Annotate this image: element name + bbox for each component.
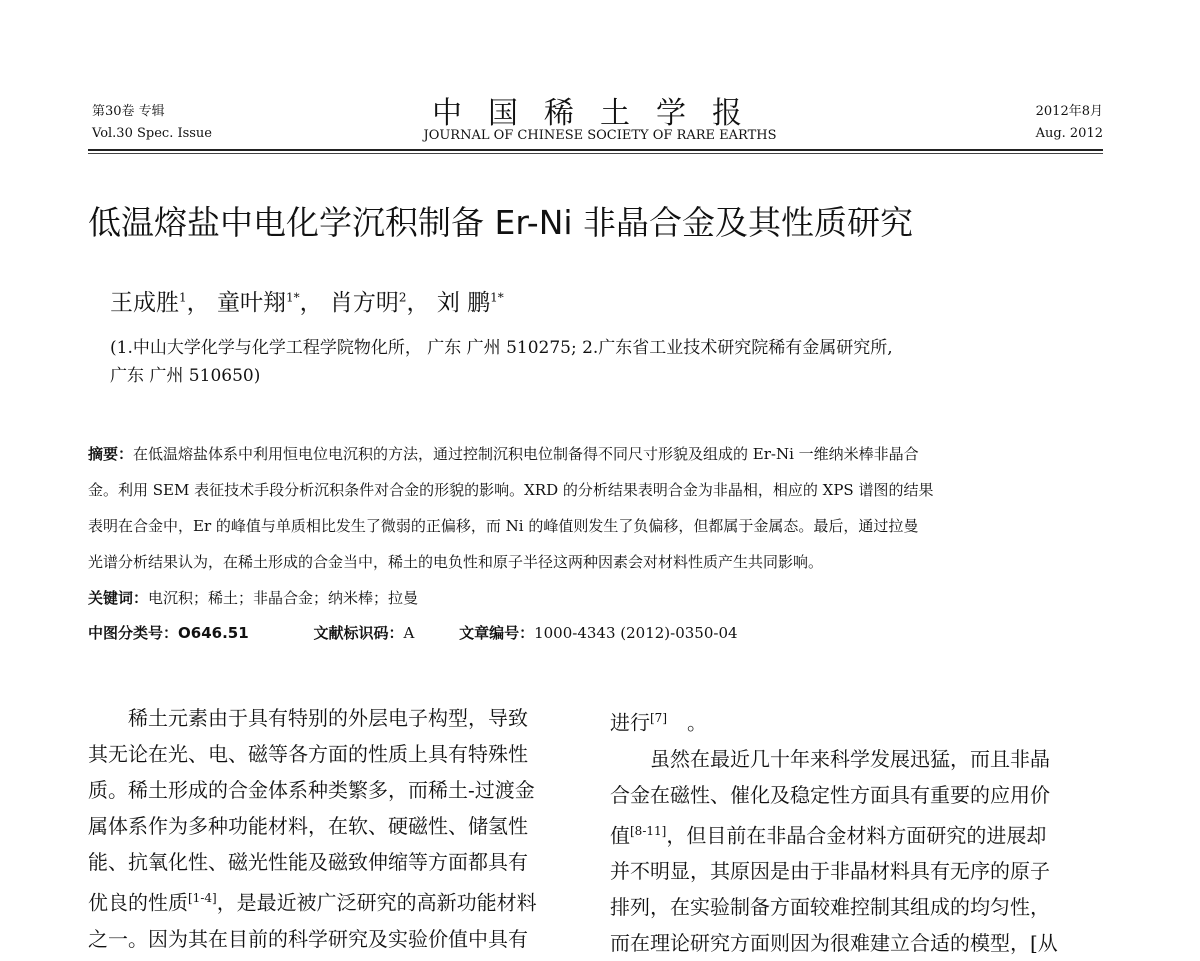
abstract-line: 金。利用 SEM 表征技术手段分析沉积条件对合金的形貌的影响。XRD 的分析结果表明合金为非晶相，相应的 XPS 谱图的结果 bbox=[88, 481, 934, 499]
author: 童叶翔 bbox=[216, 290, 286, 316]
date-cn: 2012年8月 bbox=[1035, 104, 1103, 119]
header-rule bbox=[88, 149, 1103, 151]
author: 刘 鹏 bbox=[436, 290, 491, 316]
author-list bbox=[110, 284, 504, 317]
clc-value: O646.51 bbox=[178, 624, 249, 642]
journal-title-cn: 中国稀土学报 bbox=[432, 96, 768, 131]
volume-en: Vol.30 Spec. Issue bbox=[92, 126, 212, 141]
author: 王成胜 bbox=[110, 290, 179, 316]
author-affil: 1* bbox=[285, 290, 300, 305]
body-line: 虽然在最近几十年来科学发展迅猛，而且非晶 bbox=[610, 746, 1050, 771]
citation: [1-4] bbox=[188, 891, 217, 905]
body-line: 值[8-11]，但目前在非晶合金材料方面研究的进展却 bbox=[610, 823, 1047, 848]
body-column-right bbox=[610, 700, 1058, 961]
clc-label: 中图分类号： bbox=[88, 624, 179, 642]
body-line: 进行[7] 。 bbox=[610, 710, 707, 735]
journal-title-en: JOURNAL OF CHINESE SOCIETY OF RARE EARTHS bbox=[423, 128, 777, 143]
volume-cn: 第30卷 专辑 bbox=[92, 104, 165, 119]
body-line: 稀土元素由于具有特别的外层电子构型，导致 bbox=[88, 706, 528, 730]
body-line: 优良的性质[1-4]，是最近被广泛研究的高新功能材料 bbox=[88, 890, 537, 915]
body-line: 质。稀土形成的合金体系种类繁多，而稀土-过渡金 bbox=[88, 778, 535, 802]
author-affil: 1* bbox=[490, 290, 504, 305]
body-line: 合金在磁性、催化及稳定性方面具有重要的应用价 bbox=[610, 782, 1050, 807]
body-line: 并不明显，其原因是由于非晶材料具有无序的原子 bbox=[610, 859, 1050, 884]
body-line: 其无论在光、电、磁等各方面的性质上具有特殊性 bbox=[88, 742, 528, 766]
doc-code-value: A bbox=[403, 624, 415, 642]
author-affil: 2 bbox=[398, 290, 407, 305]
separator: ， bbox=[406, 290, 430, 316]
separator: ， bbox=[186, 290, 210, 316]
author-affil: 1 bbox=[179, 290, 187, 305]
keywords-label: 关键词： bbox=[88, 589, 149, 607]
keywords bbox=[88, 587, 418, 608]
abstract-text: 在低温熔盐体系中利用恒电位电沉积的方法，通过控制沉积电位制备得不同尺寸形貌及组成的 Er-Ni 一维纳米棒非晶合 bbox=[133, 445, 919, 463]
date-en: Aug. 2012 bbox=[1035, 126, 1103, 141]
paper-title: 低温熔盐中电化学沉积制备 Er-Ni 非晶合金及其性质研究 bbox=[88, 203, 914, 242]
article-number-label: 文章编号： bbox=[459, 624, 535, 642]
abstract-line: 光谱分析结果认为，在稀土形成的合金当中，稀土的电负性和原子半径这两种因素会对材料性质产生共同影响。 bbox=[88, 553, 824, 571]
affiliation-line: (1.中山大学化学与化学工程学院物化所， 广东 广州 510275; 2.广东省工业技术研究院稀有金属研究所, bbox=[110, 338, 893, 358]
abstract-line: 表明在合金中，Er 的峰值与单质相比发生了微弱的正偏移，而 Ni 的峰值则发生了负偏移，但都属于金属态。最后，通过拉曼 bbox=[88, 517, 919, 535]
citation: [8-11] bbox=[630, 823, 667, 838]
affiliation-line: 广东 广州 510650) bbox=[110, 366, 261, 386]
body-line: 能、抗氧化性、磁光性能及磁致伸缩等方面都具有 bbox=[88, 850, 528, 874]
body-column-left bbox=[88, 700, 537, 957]
abstract-line bbox=[88, 443, 919, 464]
doc-code-label: 文献标识码： bbox=[313, 624, 404, 642]
header-rule-thin bbox=[88, 153, 1103, 154]
body-line: 而在理论研究方面则因为很难建立合适的模型，[从 bbox=[610, 931, 1058, 956]
body-line: 属体系作为多种功能材料，在软、硬磁性、储氢性 bbox=[88, 814, 528, 838]
author: 肖方明 bbox=[329, 290, 399, 316]
body-line: 排列，在实验制备方面较难控制其组成的均匀性， bbox=[610, 895, 1050, 920]
abstract-label: 摘要： bbox=[88, 445, 134, 463]
separator: ， bbox=[299, 290, 323, 316]
citation: [7] bbox=[650, 711, 667, 725]
article-number-value: 1000-4343 (2012)-0350-04 bbox=[534, 624, 738, 642]
body-line: 之一。因为其在目前的科学研究及实验价值中具有 bbox=[88, 926, 528, 951]
classification bbox=[88, 622, 738, 643]
keywords-value: 电沉积；稀土；非晶合金；纳米棒；拉曼 bbox=[148, 589, 419, 607]
